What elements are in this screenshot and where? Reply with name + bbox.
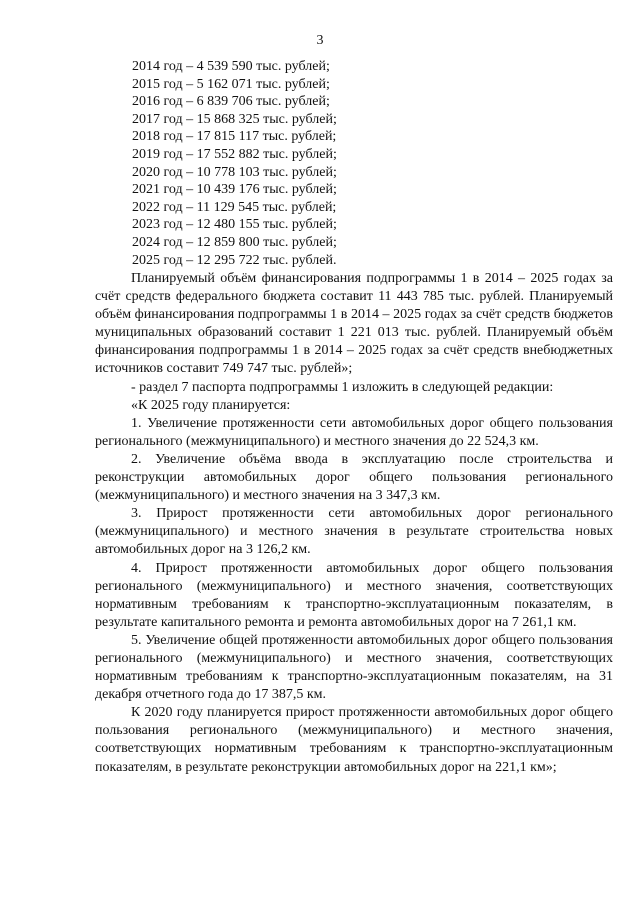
funding-year-line: 2021 год – 10 439 176 тыс. рублей; [132, 182, 337, 198]
target-item-3: 3. Прирост протяженности сети автомобильных дорог регионального (межмуниципального) и местного значения в результате строительства новых автомобильных дорог на 3 126,2 км. [95, 506, 613, 558]
body-text [95, 270, 613, 777]
funding-summary-paragraph: Планируемый объём финансирования подпрограммы 1 в 2014 – 2025 годах за счёт средств федерального бюджета составит 11 443 785 тыс. рублей. Планируемый объём финансирования подпрограммы 1 в 2014 – 2025 годах за счёт средств бюджетов муниципальных образований составит 1 221 013 тыс. рублей. Планируемый объём финансирования подпрограммы 1 в 2014 – 2025 годах за счёт средств внебюджетных источников составит 749 747 тыс. рублей»; [95, 271, 613, 377]
target-item-5: 5. Увеличение общей протяженности автомобильных дорог общего пользования регионального (межмуниципального) и местного значения, соответствующих нормативным требованиям к транспортно-эксплуатационным показателям, на 31 декабря отчетного года до 17 387,5 км. [95, 632, 613, 703]
funding-year-line: 2025 год – 12 295 722 тыс. рублей. [132, 252, 337, 268]
section-7-instruction-paragraph: - раздел 7 паспорта подпрограммы 1 изложить в следующей редакции: [131, 379, 554, 395]
target-item-1: 1. Увеличение протяженности сети автомобильных дорог общего пользования регионального (межмуниципального) и местного значения до 22 524,3 км. [95, 415, 613, 449]
target-item-2: 2. Увеличение объёма ввода в эксплуатацию после строительства и реконструкции автомобильных дорог общего пользования регионального (межмуниципального) и местного значения на 3 347,3 км. [95, 451, 613, 504]
funding-year-line: 2024 год – 12 859 800 тыс. рублей; [132, 234, 337, 250]
planned-by-2020-paragraph: К 2020 году планируется прирост протяженности автомобильных дорог общего пользования регионального (межмуниципального) и местного значения, соответствующих нормативным требованиям к транспортно-эксплуатационным показателям, в результате реконструкции автомобильных дорог на 221,1 км»; [95, 705, 613, 775]
target-item-4: 4. Прирост протяженности автомобильных дорог общего пользования регионального (межмуниципального) и местного значения, соответствующих нормативным требованиям к транспортно-эксплуатационным показателям, в результате капитального ремонта и ремонта автомобильных дорог на 7 261,1 км. [95, 560, 613, 630]
planned-by-2025-heading: «К 2025 году планируется: [131, 397, 291, 413]
funding-year-line: 2023 год – 12 480 155 тыс. рублей; [132, 217, 337, 233]
page-number: 3 [316, 33, 324, 48]
funding-year-line: 2017 год – 15 868 325 тыс. рублей; [132, 111, 337, 127]
funding-year-line: 2014 год – 4 539 590 тыс. рублей; [132, 59, 330, 74]
funding-year-line: 2019 год – 17 552 882 тыс. рублей; [132, 146, 337, 162]
funding-year-line: 2022 год – 11 129 545 тыс. рублей; [132, 199, 337, 215]
funding-year-line: 2016 год – 6 839 706 тыс. рублей; [132, 94, 330, 110]
funding-year-line: 2020 год – 10 778 103 тыс. рублей; [132, 164, 337, 180]
funding-year-line: 2018 год – 17 815 117 тыс. рублей; [132, 129, 337, 145]
funding-by-year-list [132, 58, 452, 269]
funding-year-line: 2015 год – 5 162 071 тыс. рублей; [132, 76, 330, 92]
